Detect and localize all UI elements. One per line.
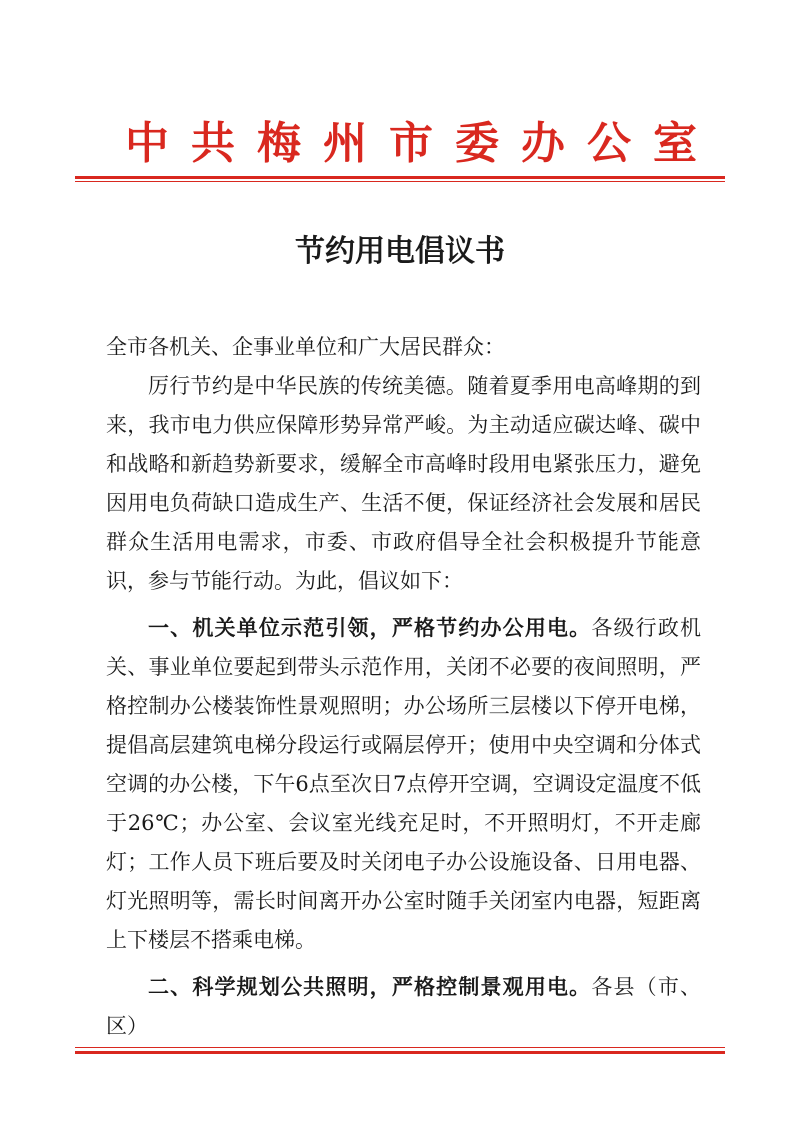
paragraph-item-2 xyxy=(106,968,701,1046)
footer-rule-thin xyxy=(75,1047,725,1048)
paragraph-text: 各县（市、区） xyxy=(106,975,702,1038)
document-body xyxy=(106,328,701,1046)
paragraph-text: 各级行政机关、事业单位要起到带头示范作用，关闭不必要的夜间照明，严格控制办公楼装饰性景观照明；办公场所三层楼以下停开电梯，提倡高层建筑电梯分段运行或隔层停开；使用中央空调和分体式空调的办公楼，下午6点至次日7点停开空调，空调设定温度不低于26℃；办公室、会议室光线充足时，不开照明灯，不开走廊灯；工作人员下班后要及时关闭电子办公设施设备、日用电器、灯光照明等，需长时间离开办公室时随手关闭室内电器，短距离上下楼层不搭乘电梯。 xyxy=(106,616,702,952)
document-title: 节约用电倡议书 xyxy=(295,234,505,269)
paragraph-lead: 一、机关单位示范引领，严格节约办公用电。 xyxy=(148,616,592,640)
paragraph-lead: 二、科学规划公共照明，严格控制景观用电。 xyxy=(148,975,592,999)
paragraph-intro xyxy=(106,367,701,601)
masthead-rule-thin xyxy=(75,181,725,182)
paragraph-text: 厉行节约是中华民族的传统美德。随着夏季用电高峰期的到来，我市电力供应保障形势异常严峻。为主动适应碳达峰、碳中和战略和新趋势新要求，缓解全市高峰时段用电紧张压力，避免因用电负荷缺口造成生产、生活不便，保证经济社会发展和居民群众生活用电需求，市委、市政府倡导全社会积极提升节能意识，参与节能行动。为此，倡议如下： xyxy=(106,374,701,593)
footer-rule-thick xyxy=(75,1051,725,1054)
salutation: 全市各机关、企事业单位和广大居民群众： xyxy=(106,335,505,359)
masthead-title: 中共梅州市委办公室 xyxy=(125,118,719,169)
paragraph-item-1 xyxy=(106,609,701,960)
masthead-rule-thick xyxy=(75,176,725,179)
